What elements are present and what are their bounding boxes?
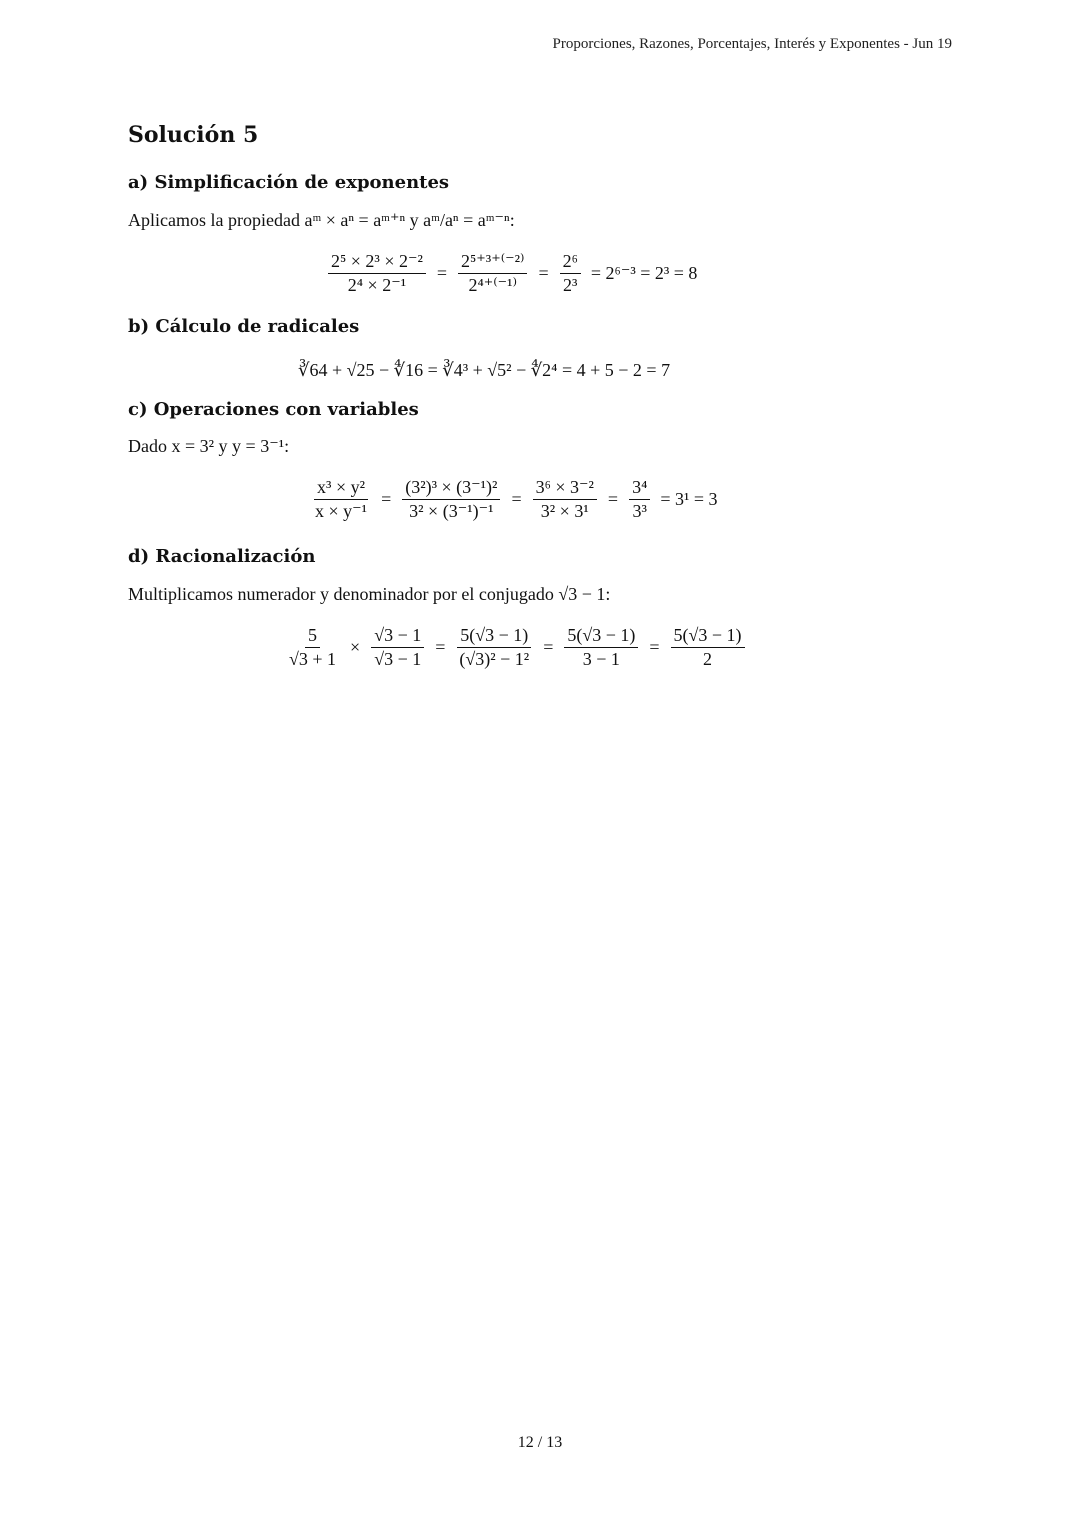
fraction bbox=[458, 250, 527, 296]
equals-sign: = bbox=[538, 262, 549, 283]
equals-sign: = bbox=[511, 488, 522, 509]
denominator: 3 − 1 bbox=[582, 648, 620, 669]
equals-sign: = bbox=[649, 636, 660, 657]
part-d-equation bbox=[282, 624, 749, 670]
numerator: 2⁶ bbox=[560, 250, 581, 274]
part-a-equation bbox=[324, 250, 697, 296]
denominator: (√3)² − 1² bbox=[459, 648, 530, 669]
fraction bbox=[564, 624, 638, 670]
numerator: 3⁴ bbox=[629, 476, 650, 500]
denominator: x × y⁻¹ bbox=[315, 500, 368, 521]
times-sign: × bbox=[350, 636, 361, 657]
fraction bbox=[371, 624, 424, 670]
part-c-heading: c) Operaciones con variables bbox=[128, 399, 419, 420]
page-number: 12 / 13 bbox=[517, 1434, 563, 1451]
part-a-heading: a) Simplificación de exponentes bbox=[128, 172, 450, 193]
denominator: 2⁴ × 2⁻¹ bbox=[347, 274, 407, 295]
fraction bbox=[671, 624, 745, 670]
denominator: √3 − 1 bbox=[374, 648, 422, 669]
part-d-heading: d) Racionalización bbox=[128, 546, 316, 567]
solution-title: Solución 5 bbox=[128, 122, 259, 148]
numerator: x³ × y² bbox=[314, 476, 368, 500]
denominator: √3 + 1 bbox=[289, 648, 337, 669]
running-header: Proporciones, Razones, Porcentajes, Interés y Exponentes - Jun 19 bbox=[552, 36, 952, 52]
fraction bbox=[560, 250, 581, 296]
equals-sign: = bbox=[607, 488, 619, 509]
equation-tail: = 3¹ = 3 bbox=[660, 488, 718, 509]
part-c-intro: Dado x = 3² y y = 3⁻¹: bbox=[128, 436, 290, 456]
numerator: 5(√3 − 1) bbox=[564, 624, 638, 648]
numerator: 5 bbox=[305, 624, 320, 648]
equation-tail: = 2⁶⁻³ = 2³ = 8 bbox=[590, 262, 698, 283]
numerator: 5(√3 − 1) bbox=[671, 624, 745, 648]
denominator: 2 bbox=[703, 648, 713, 669]
fraction bbox=[533, 476, 597, 522]
fraction bbox=[286, 624, 339, 670]
denominator: 3² × 3¹ bbox=[540, 500, 589, 521]
equals-sign: = bbox=[381, 488, 392, 509]
equals-sign: = bbox=[435, 636, 446, 657]
numerator: √3 − 1 bbox=[371, 624, 424, 648]
fraction bbox=[328, 250, 426, 296]
fraction bbox=[402, 476, 500, 522]
part-a-intro: Aplicamos la propiedad aᵐ × aⁿ = aᵐ⁺ⁿ y aᵐ/aⁿ = aᵐ⁻ⁿ: bbox=[128, 210, 515, 230]
denominator: 3³ bbox=[632, 500, 647, 521]
equals-sign: = bbox=[436, 262, 448, 283]
denominator: 3² × (3⁻¹)⁻¹ bbox=[409, 500, 494, 521]
part-b-equation: ∛64 + √25 − ∜16 = ∛4³ + √5² − ∜2⁴ = 4 + 5 − 2 = 7 bbox=[298, 360, 671, 380]
numerator: 5(√3 − 1) bbox=[457, 624, 531, 648]
numerator: 3⁶ × 3⁻² bbox=[533, 476, 597, 500]
equals-sign: = bbox=[543, 636, 554, 657]
numerator: 2⁵⁺³⁺⁽⁻²⁾ bbox=[458, 250, 527, 274]
denominator: 2⁴⁺⁽⁻¹⁾ bbox=[468, 274, 517, 295]
part-b-heading: b) Cálculo de radicales bbox=[128, 316, 360, 337]
fraction bbox=[456, 624, 532, 670]
fraction bbox=[629, 476, 650, 522]
numerator: (3²)³ × (3⁻¹)² bbox=[402, 476, 500, 500]
numerator: 2⁵ × 2³ × 2⁻² bbox=[328, 250, 426, 274]
fraction bbox=[312, 476, 370, 522]
denominator: 2³ bbox=[563, 274, 578, 295]
part-c-equation bbox=[308, 476, 718, 522]
part-d-intro: Multiplicamos numerador y denominador por el conjugado √3 − 1: bbox=[128, 584, 611, 604]
